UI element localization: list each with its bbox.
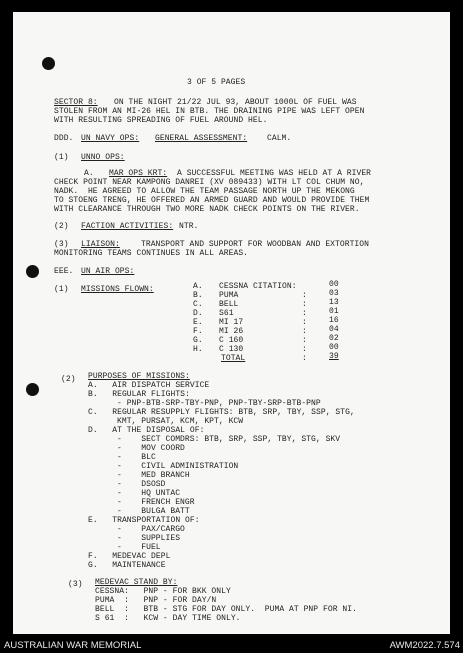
purpose-e-item: - PAX/CARGO [117, 525, 185, 534]
liaison-num: (3) [54, 240, 69, 249]
sector8-label: SECTOR 8: [54, 98, 98, 107]
purpose-e: E. TRANSPORTATION OF: [88, 516, 200, 525]
mission-colon-e: : [302, 318, 307, 327]
mission-letter-b: B. [193, 291, 203, 300]
medevac-row: S 61 : KCW - DAY TIME ONLY. [95, 614, 241, 623]
navy-ops-label: UN NAVY OPS: [81, 134, 140, 143]
mission-name-g: C 160 [219, 336, 244, 345]
punch-hole-middle [26, 265, 39, 278]
purpose-b-route: - PNP-BTB-SRP-TBY-PNP, PNP-TBY-SRP-BTB-PNP [117, 399, 321, 408]
sector8-line-2: STOLEN FROM AN MI-26 HEL IN BTB. THE DRAINING PIPE WAS LEFT OPEN [54, 107, 365, 116]
mission-colon-h: : [302, 345, 307, 354]
missions-total-label: TOTAL [221, 354, 246, 363]
mission-letter-d: D. [193, 309, 203, 318]
purpose-b: B. REGULAR FLIGHTS: [88, 390, 190, 399]
purpose-d-item: - HQ UNTAC [117, 489, 181, 498]
mission-letter-a: A. [193, 282, 203, 291]
mission-value-g: 02 [329, 334, 339, 343]
sector8-line-3: WITH RESULTING SPREADING OF FUEL AROUND HEL. [54, 116, 268, 125]
mar-ops-label: MAR OPS KRT: [109, 169, 168, 178]
unno-line-1: A SUCCESSFUL MEETING WAS HELD AT A RIVER [177, 169, 372, 178]
air-ops-label: UN AIR OPS: [81, 267, 135, 276]
purpose-d-item: - BULGA BATT [117, 507, 190, 516]
missions-num: (1) [54, 285, 69, 294]
sector8-line-1: ON THE NIGHT 21/22 JUL 93, ABOUT 1000L OF FUEL WAS [114, 98, 357, 107]
mission-colon-f: : [302, 327, 307, 336]
unno-line-3: NADK. HE AGREED TO ALLOW THE TEAM PASSAGE NORTH UP THE MEKONG [54, 187, 355, 196]
purpose-d-item: - BLC [117, 453, 156, 462]
purpose-d-item: - SECT COMDRS: BTB, SRP, SSP, TBY, STG, SKV [117, 435, 341, 444]
medevac-label: MEDEVAC STAND BY: [95, 578, 178, 587]
footer-accession-number: AWM2022.7.574 [389, 640, 460, 651]
liaison-line-1: TRANSPORT AND SUPPORT FOR WOODBAN AND EXTORTION [141, 240, 369, 249]
mission-colon-c: : [302, 300, 307, 309]
faction-label: FACTION ACTIVITIES: [81, 222, 174, 231]
purpose-d-item: - DSOSD [117, 480, 166, 489]
mission-name-b: PUMA [219, 291, 239, 300]
mission-name-d: S61 [219, 309, 234, 318]
faction-value: NTR. [179, 222, 199, 231]
medevac-row: PUMA : PNP - FOR DAY/N [95, 596, 217, 605]
missions-label: MISSIONS FLOWN: [81, 285, 154, 294]
mission-letter-g: G. [193, 336, 203, 345]
mission-letter-f: F. [193, 327, 203, 336]
purpose-d: D. AT THE DISPOSAL OF: [88, 426, 205, 435]
unno-line-2: CHECK POINT NEAR KAMPONG DANREI (XV 089433) WITH LT COL CHUM NO, [54, 178, 365, 187]
faction-num: (2) [54, 222, 69, 231]
purpose-g: G. MAINTENANCE [88, 561, 166, 570]
liaison-label: LIAISON: [81, 240, 120, 249]
mission-colon-b: : [302, 291, 307, 300]
mission-value-e: 16 [329, 316, 339, 325]
purposes-label: PURPOSES OF MISSIONS: [88, 372, 190, 381]
mission-letter-c: C. [193, 300, 203, 309]
mission-colon-d: : [302, 309, 307, 318]
purposes-num: (2) [61, 375, 76, 384]
liaison-line-2: MONITORING TEAMS CONTINUES IN ALL AREAS. [54, 249, 249, 258]
mission-colon-g: : [302, 336, 307, 345]
purpose-d-item: - MOV COORD [117, 444, 185, 453]
medevac-row: CESSNA: PNP - FOR BKK ONLY [95, 587, 231, 596]
mission-name-f: MI 26 [219, 327, 244, 336]
unno-a-prefix: A. [84, 169, 94, 178]
purpose-a: A. AIR DISPATCH SERVICE [88, 381, 210, 390]
mission-value-b: 03 [329, 289, 339, 298]
purpose-c-cont: KMT, PURSAT, KCM, KPT, KCW [117, 417, 244, 426]
general-assessment-value: CALM. [267, 134, 292, 143]
mission-value-c: 13 [329, 298, 339, 307]
medevac-row: BELL : BTB - STG FOR DAY ONLY. PUMA AT PNP FOR NI. [95, 605, 357, 614]
mission-letter-h: H. [193, 345, 203, 354]
mission-name-h: C 130 [219, 345, 244, 354]
purpose-e-item: - FUEL [117, 543, 161, 552]
unno-line-4: TO STOENG TRENG, HE OFFERED AN ARMED GUARD AND WOULD PROVIDE THEM [54, 196, 370, 205]
missions-total-value: 39 [329, 352, 339, 361]
page-number-header: 3 OF 5 PAGES [187, 78, 246, 87]
general-assessment-label: GENERAL ASSESSMENT: [155, 134, 248, 143]
punch-hole-bottom [26, 383, 39, 396]
purpose-d-item: - MED BRANCH [117, 471, 190, 480]
mission-value-d: 01 [329, 307, 339, 316]
purpose-c: C. REGULAR RESUPPLY FLIGHTS: BTB, SRP, TBY, SSP, STG, [88, 408, 355, 417]
purpose-e-item: - SUPPLIES [117, 534, 181, 543]
eee-prefix: EEE. [54, 267, 74, 276]
mission-value-a: 00 [329, 280, 339, 289]
document-page [13, 12, 450, 634]
unno-label: UNNO OPS: [81, 153, 125, 162]
purpose-d-item: - FRENCH ENGR [117, 498, 195, 507]
mission-letter-e: E. [193, 318, 203, 327]
footer-source: AUSTRALIAN WAR MEMORIAL [4, 640, 142, 651]
purpose-d-item: - CIVIL ADMINISTRATION [117, 462, 239, 471]
ddd-prefix: DDD. [54, 134, 74, 143]
mission-value-h: 00 [329, 343, 339, 352]
mission-name-e: MI 17 [219, 318, 244, 327]
unno-line-5: WITH CLEARANCE THROUGH TWO MORE NADK CHECK POINTS ON THE RIVER. [54, 205, 360, 214]
mission-name-a: CESSNA CITATION: [219, 282, 297, 291]
purpose-f: F. MEDEVAC DEPL [88, 552, 171, 561]
punch-hole-top [42, 57, 55, 70]
mission-name-c: BELL [219, 300, 239, 309]
unno-num: (1) [54, 153, 69, 162]
mission-value-f: 04 [329, 325, 339, 334]
missions-total-colon: : [302, 354, 307, 363]
medevac-num: (3) [68, 580, 83, 589]
